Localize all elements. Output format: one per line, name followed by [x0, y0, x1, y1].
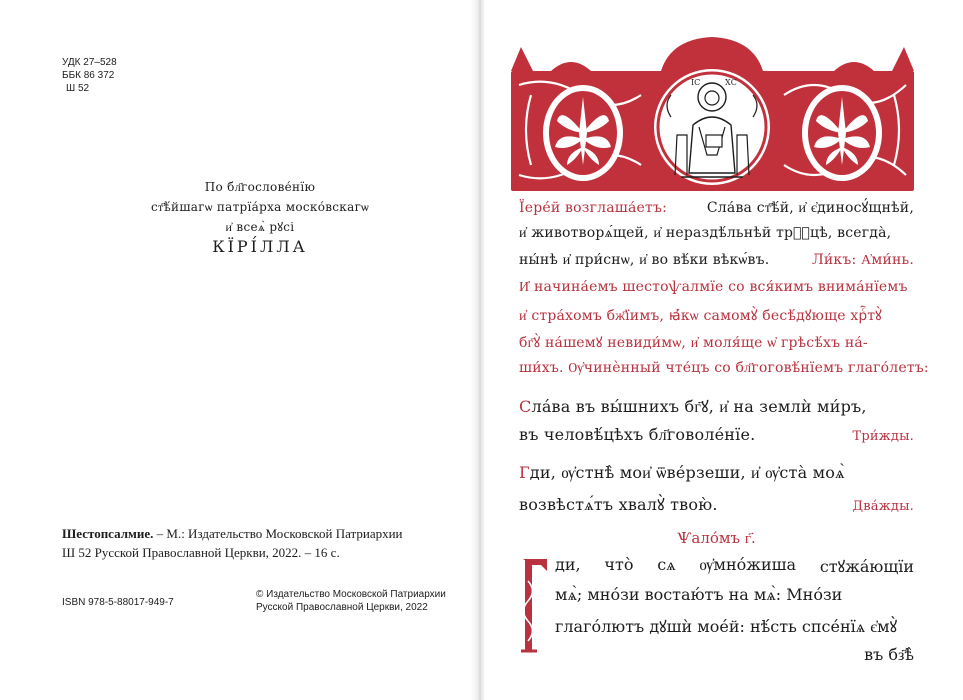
gloria-initial: С	[519, 397, 532, 416]
rubric-line-3: бг҃ꙋ̀ на́шемꙋ невиди́мѡ, и҆ моля́ще ѡ҆ грѣсѣ́хъ на́-	[519, 335, 868, 351]
psalm-word-2: что̀	[604, 555, 634, 574]
copyright	[256, 588, 446, 614]
udk-code: УДК 27–528	[62, 57, 117, 68]
lord-text-1: ди, ѹ҆стнѣ̀ мои҆ ѿве́рзеши, и҆ ѹ҆ста̀ моѧ̀	[529, 463, 845, 482]
rubric-line-1: И҆ начина́емъ шестоѱалмїе со вся́кимъ внима́нїемъ	[519, 279, 908, 295]
doxology-start: Сла́ва ст҃ѣ́й, и҆ є҆диносꙋ́щнѣй,	[706, 200, 914, 216]
psalm-text-2: мѧ̀; мно́зи востаю́тъ на мѧ̀: Мно́зи	[555, 585, 843, 604]
ornamental-headpiece	[511, 35, 914, 197]
gloria-text-1: ла́ва въ вы́шнихъ бг҃ꙋ, и҆ на землѝ ми́ръ,	[531, 397, 867, 416]
icon-initials-right: ХС	[725, 78, 737, 87]
copyright-line-1: © Издательство Московской Патриархии	[256, 589, 446, 600]
doxology-cont: и҆ животворѧ́щей, и҆ нераздѣ́льнѣй трⷪ҇цѣ, всегда̀,	[519, 225, 892, 241]
left-page	[0, 0, 478, 700]
rubric-thrice: Три́жды.	[852, 429, 914, 444]
blessing-line-3: и҆ всеѧ̀ рꙋсі	[225, 220, 295, 234]
copyright-line-2: Русской Православной Церкви, 2022	[256, 602, 428, 613]
text-line-1	[519, 198, 914, 225]
patriarch-name: КЇРІ́ЛЛА	[212, 237, 308, 256]
left-medallion	[543, 85, 623, 181]
blessing-block	[100, 177, 420, 257]
liturgical-text	[519, 198, 929, 673]
rubric-priest: Їере́й возглаша́етъ:	[519, 200, 667, 216]
psalm-word-1: ди,	[555, 555, 581, 574]
lord-text-2: возвѣстѧ́тъ хвалꙋ̀ твою̀.	[519, 495, 718, 514]
rubric-line-4: ши́хъ. Ѹ҆чинѐнный чте́цъ со бл҃гоговѣ́нїемъ глаго́летъ:	[519, 360, 929, 376]
psalm-heading: Ѱало́мъ г҃.	[677, 529, 756, 547]
psalm-line-4	[555, 645, 914, 665]
psalm-3-text	[519, 551, 914, 673]
gloria-line-1	[519, 395, 914, 425]
blessing-line-1: По бл҃гослове́нїю	[204, 180, 316, 194]
right-page	[484, 0, 963, 700]
blessing-line-2: ст҃ѣ́йшагѡ патрїа́рха моско́вскагѡ	[150, 200, 370, 214]
drop-cap-letter: Г	[519, 551, 520, 552]
psalm-line-2	[555, 585, 914, 605]
drop-cap-ornament	[519, 551, 549, 655]
text-line-3	[519, 252, 914, 279]
psalm-text-4: въ бз҃ѣ̀	[864, 645, 914, 664]
psalm-text-3: глаго́лютъ дꙋшѝ мое́й: нѣ́сть спсе́нїѧ є҆мꙋ̀	[555, 617, 898, 636]
gloria-text-2: въ человѣ́цѣхъ бл҃говоле́нїе.	[519, 425, 756, 444]
book-title: Шестопсалмие.	[62, 526, 154, 541]
doxology-end: ны́нѣ и҆ при́снѡ, и҆ во вѣ́ки вѣкѡ́въ.	[519, 252, 770, 268]
psalm-word-5: стꙋжа́ющїи	[819, 557, 914, 576]
author-code: Ш 52	[66, 83, 90, 94]
lord-line-1	[519, 463, 914, 493]
rubric-choir-amen: Ли́къ: А҆ми́нь.	[812, 252, 914, 268]
bbk-code: ББК 86 372	[62, 70, 115, 81]
rubric-twice: Два́жды.	[852, 499, 914, 514]
publication-line: Ш 52 Русской Православной Церкви, 2022. – 16 с.	[62, 545, 340, 560]
psalm-word-3: сѧ	[657, 555, 676, 574]
rubric-line-2: и҆ стра́хомъ бж҃їимъ, ꙗ҆́кѡ самомꙋ̀ бесѣ́дꙋюще хрⷭ҇тꙋ̀	[519, 308, 882, 324]
lord-initial: Г	[519, 463, 530, 482]
psalm-word-4: ѹ҆мно́жиша	[699, 555, 797, 574]
classification-codes	[62, 56, 117, 95]
publisher-line: – М.: Издательство Московской Патриархии	[153, 526, 403, 541]
bibliographic-record	[62, 524, 462, 562]
psalm-line-3	[555, 615, 914, 637]
lord-line-2	[519, 493, 914, 523]
psalm-line-1	[555, 555, 914, 577]
christ-pantocrator-icon	[654, 69, 770, 185]
text-line-2	[519, 225, 914, 252]
icon-initials-left: ІС	[691, 78, 701, 87]
right-medallion	[802, 85, 882, 181]
gloria-line-2	[519, 425, 914, 455]
isbn: ISBN 978-5-88017-949-7	[62, 597, 174, 608]
